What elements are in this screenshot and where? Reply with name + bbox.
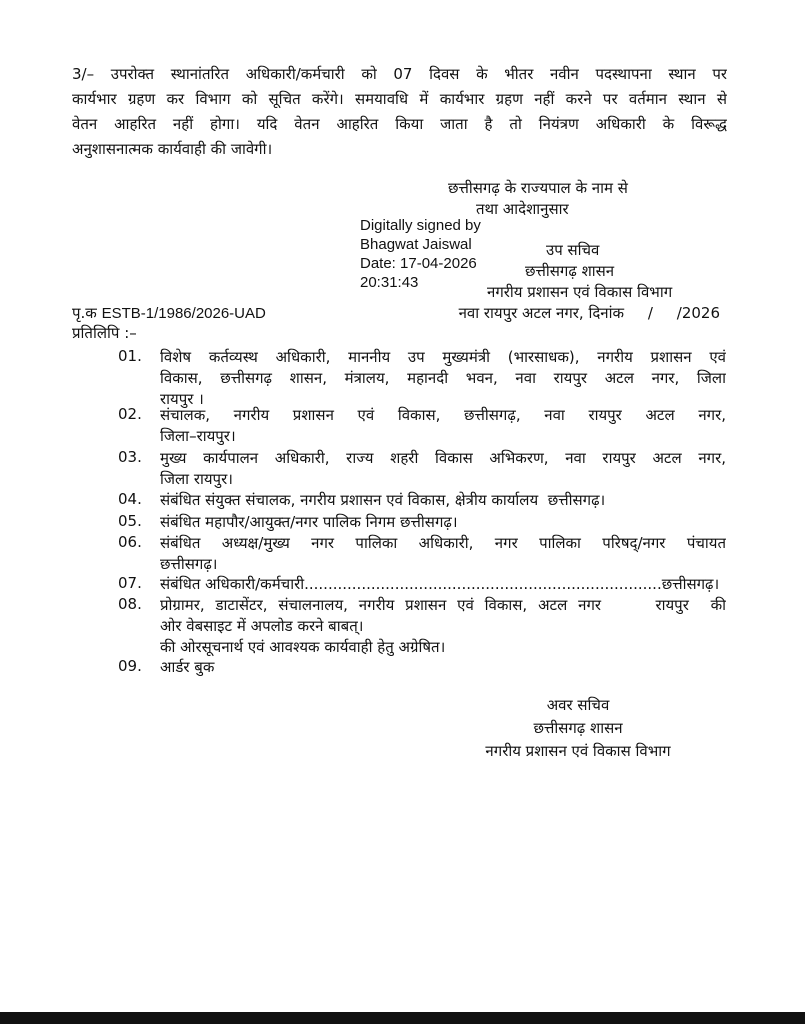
body-paragraph	[72, 62, 727, 162]
copy-item-line: संबंधित महापौर/आयुक्त/नगर पालिक निगम छत्तीसगढ़।	[160, 513, 458, 531]
copy-item-text	[160, 657, 726, 678]
reference-line	[72, 303, 720, 325]
copy-item-line: जिला–रायपुर।	[160, 427, 236, 445]
copy-item-line: संबंधित संयुक्त संचालक, नगरीय प्रशासन एवं विकास, क्षेत्रीय कार्यालय छत्तीसगढ़।	[160, 491, 606, 509]
footer-signatory	[468, 694, 688, 763]
footer-government: छत्तीसगढ़ शासन	[533, 719, 623, 737]
copy-item-number: 02.	[118, 405, 142, 423]
copy-item-line: ओर वेबसाइट में अपलोड करने बाबत्।	[160, 617, 364, 635]
copy-item-number: 06.	[118, 533, 142, 551]
digital-signature-line: Date: 17-04-2026	[360, 255, 477, 272]
copy-item-line: की ओरसूचनार्थ एवं आवश्यक कार्यवाही हेतु अग्रेषित।	[160, 638, 446, 656]
copy-item-line: विशेष कर्तव्यस्थ अधिकारी, माननीय उप मुख्यमंत्री (भारसाधक), नगरीय प्रशासन एवं	[160, 348, 726, 366]
copy-label: प्रतिलिपि :–	[72, 324, 137, 342]
signatory-department: नगरीय प्रशासन एवं विकास विभाग	[487, 283, 673, 301]
reference-place-date: नवा रायपुर अटल नगर, दिनांक / /2026	[458, 304, 720, 322]
copy-item-line: रायपुर ।	[160, 390, 204, 408]
governor-order-line-2: तथा आदेशानुसार	[476, 200, 569, 218]
paragraph-line: कार्यभार ग्रहण कर विभाग को सूचित करेंगे। समयावधि में कार्यभार ग्रहण नहीं करने पर वर्तमान स्थान से	[72, 90, 727, 108]
reference-code: ESTB-1/1986/2026-UAD	[101, 305, 266, 322]
copy-item-text	[160, 405, 726, 447]
copy-item-number: 05.	[118, 512, 142, 530]
copy-item-text	[160, 595, 726, 658]
copy-item-line: संचालक, नगरीय प्रशासन एवं विकास, छत्तीसगढ़, नवा रायपुर अटल नगर,	[160, 406, 726, 424]
copy-item-line: छत्तीसगढ़।	[160, 555, 218, 573]
copy-item-line: संबंधित अधिकारी/कर्मचारी...........................................................................छत्तीसगढ़।	[160, 575, 720, 593]
copy-item-number: 03.	[118, 448, 142, 466]
copy-item-number: 04.	[118, 490, 142, 508]
copy-item-line: संबंधित अध्यक्ष/मुख्य नगर पालिका अधिकारी, नगर पालिका परिषद्/नगर पंचायत	[160, 534, 726, 552]
copy-item-text	[160, 574, 726, 595]
governor-order-line-1: छत्तीसगढ़ के राज्यपाल के नाम से	[448, 179, 628, 197]
signatory-government: छत्तीसगढ़ शासन	[525, 262, 615, 280]
paragraph-line: अनुशासनात्मक कार्यवाही की जावेगी।	[72, 140, 273, 158]
copy-item-line: विकास, छत्तीसगढ़ शासन, मंत्रालय, महानदी भवन, नवा रायपुर अटल नगर, जिला	[160, 369, 726, 387]
reference-prefix: पृ.क	[72, 304, 97, 322]
copy-item-line: प्रोग्रामर, डाटासेंटर, संचालनालय, नगरीय प्रशासन एवं विकास, अटल नगर रायपुर की	[160, 596, 726, 614]
copy-item-number: 08.	[118, 595, 142, 613]
copy-item-number: 07.	[118, 574, 142, 592]
copy-item-text	[160, 512, 726, 533]
copy-item-line: जिला रायपुर।	[160, 470, 233, 488]
digital-signature-line: Digitally signed by	[360, 217, 481, 234]
copy-item-number: 01.	[118, 347, 142, 365]
copy-item-line: आर्डर बुक	[160, 658, 215, 676]
bottom-bar	[0, 1012, 805, 1024]
digital-signature-line: Bhagwat Jaiswal	[360, 236, 472, 253]
copy-item-text	[160, 490, 726, 511]
paragraph-line: वेतन आहरित नहीं होगा। यदि वेतन आहरित किया जाता है तो नियंत्रण अधिकारी के विरूद्ध	[72, 115, 727, 133]
digital-signature-line: 20:31:43	[360, 274, 419, 291]
digital-signature	[360, 216, 481, 292]
footer-department: नगरीय प्रशासन एवं विकास विभाग	[485, 742, 671, 760]
copy-item-line: मुख्य कार्यपालन अधिकारी, राज्य शहरी विकास अभिकरण, नवा रायपुर अटल नगर,	[160, 449, 726, 467]
copy-item-text	[160, 448, 726, 490]
copy-item-text	[160, 347, 726, 410]
footer-designation: अवर सचिव	[546, 696, 610, 714]
copy-item-text	[160, 533, 726, 575]
copy-item-number: 09.	[118, 657, 142, 675]
reference-number	[72, 303, 266, 323]
signatory-designation: उप सचिव	[546, 241, 600, 259]
paragraph-line: 3/– उपरोक्त स्थानांतरित अधिकारी/कर्मचारी को 07 दिवस के भीतर नवीन पदस्थापना स्थान पर	[72, 65, 727, 83]
